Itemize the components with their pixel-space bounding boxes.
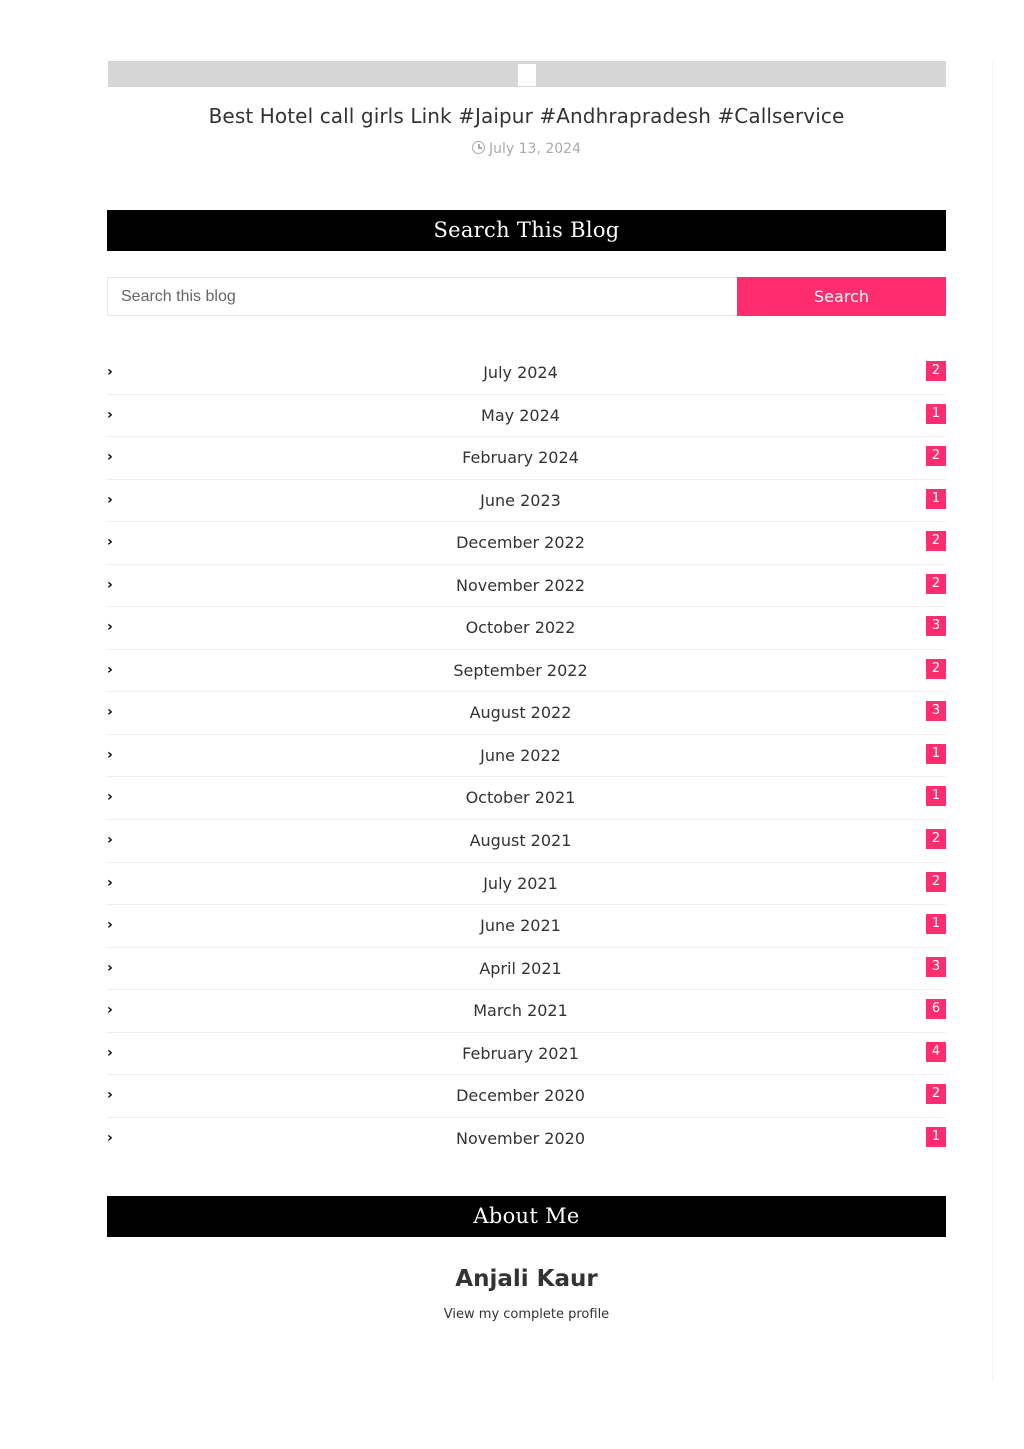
archive-count-badge: 2 xyxy=(926,361,946,381)
search-input[interactable] xyxy=(107,277,752,316)
archive-count-badge: 1 xyxy=(926,404,946,424)
archive-count-badge: 2 xyxy=(926,872,946,892)
archive-link[interactable]: December 2022 xyxy=(456,533,585,553)
chevron-right-icon: › xyxy=(107,619,113,636)
archive-count-badge: 1 xyxy=(926,786,946,806)
chevron-right-icon: › xyxy=(107,917,113,934)
search-widget-title: Search This Blog xyxy=(107,210,946,251)
archive-link[interactable]: October 2021 xyxy=(465,788,576,808)
archive-count-badge: 1 xyxy=(926,744,946,764)
chevron-right-icon: › xyxy=(107,746,113,763)
archive-item[interactable] xyxy=(107,565,946,608)
chevron-right-icon: › xyxy=(107,1129,113,1146)
archive-count-badge: 1 xyxy=(926,914,946,934)
archive-item[interactable] xyxy=(107,863,946,906)
archive-count-badge: 3 xyxy=(926,957,946,977)
page-edge-divider xyxy=(992,62,993,1380)
about-widget-title: About Me xyxy=(107,1196,946,1237)
archive-item[interactable] xyxy=(107,777,946,820)
archive-count-badge: 2 xyxy=(926,531,946,551)
post-featured-image[interactable] xyxy=(108,61,946,87)
chevron-right-icon: › xyxy=(107,364,113,380)
archive-link[interactable]: June 2023 xyxy=(480,490,561,510)
archive-item[interactable] xyxy=(107,395,946,438)
archive-link[interactable]: April 2021 xyxy=(479,958,562,978)
blog-archive-list xyxy=(107,352,946,1160)
archive-item[interactable] xyxy=(107,1033,946,1076)
archive-link[interactable]: July 2024 xyxy=(483,363,558,382)
view-profile-link[interactable]: View my complete profile xyxy=(443,1307,610,1322)
archive-link[interactable]: July 2021 xyxy=(483,873,558,893)
chevron-right-icon: › xyxy=(107,1087,113,1104)
profile-name[interactable]: Anjali Kaur xyxy=(455,1266,598,1292)
archive-item[interactable] xyxy=(107,905,946,948)
archive-count-badge: 3 xyxy=(926,701,946,721)
archive-link[interactable]: September 2022 xyxy=(453,660,588,680)
archive-link[interactable]: May 2024 xyxy=(481,405,560,425)
archive-count-badge: 2 xyxy=(926,829,946,849)
chevron-right-icon: › xyxy=(107,1002,113,1019)
archive-link[interactable]: August 2022 xyxy=(469,703,572,723)
post-date xyxy=(107,139,946,159)
archive-count-badge: 2 xyxy=(926,446,946,466)
archive-count-badge: 3 xyxy=(926,616,946,636)
archive-item[interactable] xyxy=(107,522,946,565)
archive-item[interactable] xyxy=(107,437,946,480)
post-title[interactable]: Best Hotel call girls Link #Jaipur #Andhrapradesh #Callservice xyxy=(208,104,845,128)
archive-link[interactable]: March 2021 xyxy=(473,1001,568,1021)
archive-item[interactable] xyxy=(107,650,946,693)
archive-item[interactable] xyxy=(107,1075,946,1118)
archive-item[interactable] xyxy=(107,480,946,523)
archive-item[interactable] xyxy=(107,948,946,991)
chevron-right-icon: › xyxy=(107,874,113,891)
archive-item[interactable] xyxy=(107,692,946,735)
archive-count-badge: 2 xyxy=(926,1084,946,1104)
clock-icon xyxy=(472,141,485,154)
chevron-right-icon: › xyxy=(107,959,113,976)
archive-link[interactable]: November 2022 xyxy=(455,575,586,595)
chevron-right-icon: › xyxy=(107,406,113,423)
chevron-right-icon: › xyxy=(107,704,113,721)
archive-link[interactable]: June 2021 xyxy=(480,916,561,936)
archive-link[interactable]: October 2022 xyxy=(465,618,576,638)
archive-link[interactable]: February 2024 xyxy=(462,448,579,468)
archive-item[interactable] xyxy=(107,352,946,395)
archive-item[interactable] xyxy=(107,607,946,650)
archive-item[interactable] xyxy=(107,820,946,863)
archive-item[interactable] xyxy=(107,990,946,1033)
archive-count-badge: 4 xyxy=(926,1042,946,1062)
chevron-right-icon: › xyxy=(107,449,113,466)
archive-count-badge: 2 xyxy=(926,659,946,679)
chevron-right-icon: › xyxy=(107,576,113,593)
archive-link[interactable]: February 2021 xyxy=(462,1043,579,1063)
image-placeholder-icon xyxy=(518,64,536,86)
archive-link[interactable]: August 2021 xyxy=(469,831,572,851)
chevron-right-icon: › xyxy=(107,491,113,508)
chevron-right-icon: › xyxy=(107,661,113,678)
search-button[interactable]: Search xyxy=(737,277,946,316)
archive-link[interactable]: June 2022 xyxy=(480,745,561,765)
post-date-text: July 13, 2024 xyxy=(489,141,581,157)
archive-item[interactable] xyxy=(107,1118,946,1161)
archive-count-badge: 2 xyxy=(926,574,946,594)
archive-count-badge: 1 xyxy=(926,1127,946,1147)
archive-link[interactable]: December 2020 xyxy=(456,1086,585,1106)
chevron-right-icon: › xyxy=(107,832,113,849)
archive-count-badge: 6 xyxy=(926,999,946,1019)
chevron-right-icon: › xyxy=(107,789,113,806)
archive-link[interactable]: November 2020 xyxy=(455,1128,586,1148)
archive-item[interactable] xyxy=(107,735,946,778)
archive-count-badge: 1 xyxy=(926,489,946,509)
chevron-right-icon: › xyxy=(107,1044,113,1061)
chevron-right-icon: › xyxy=(107,534,113,551)
